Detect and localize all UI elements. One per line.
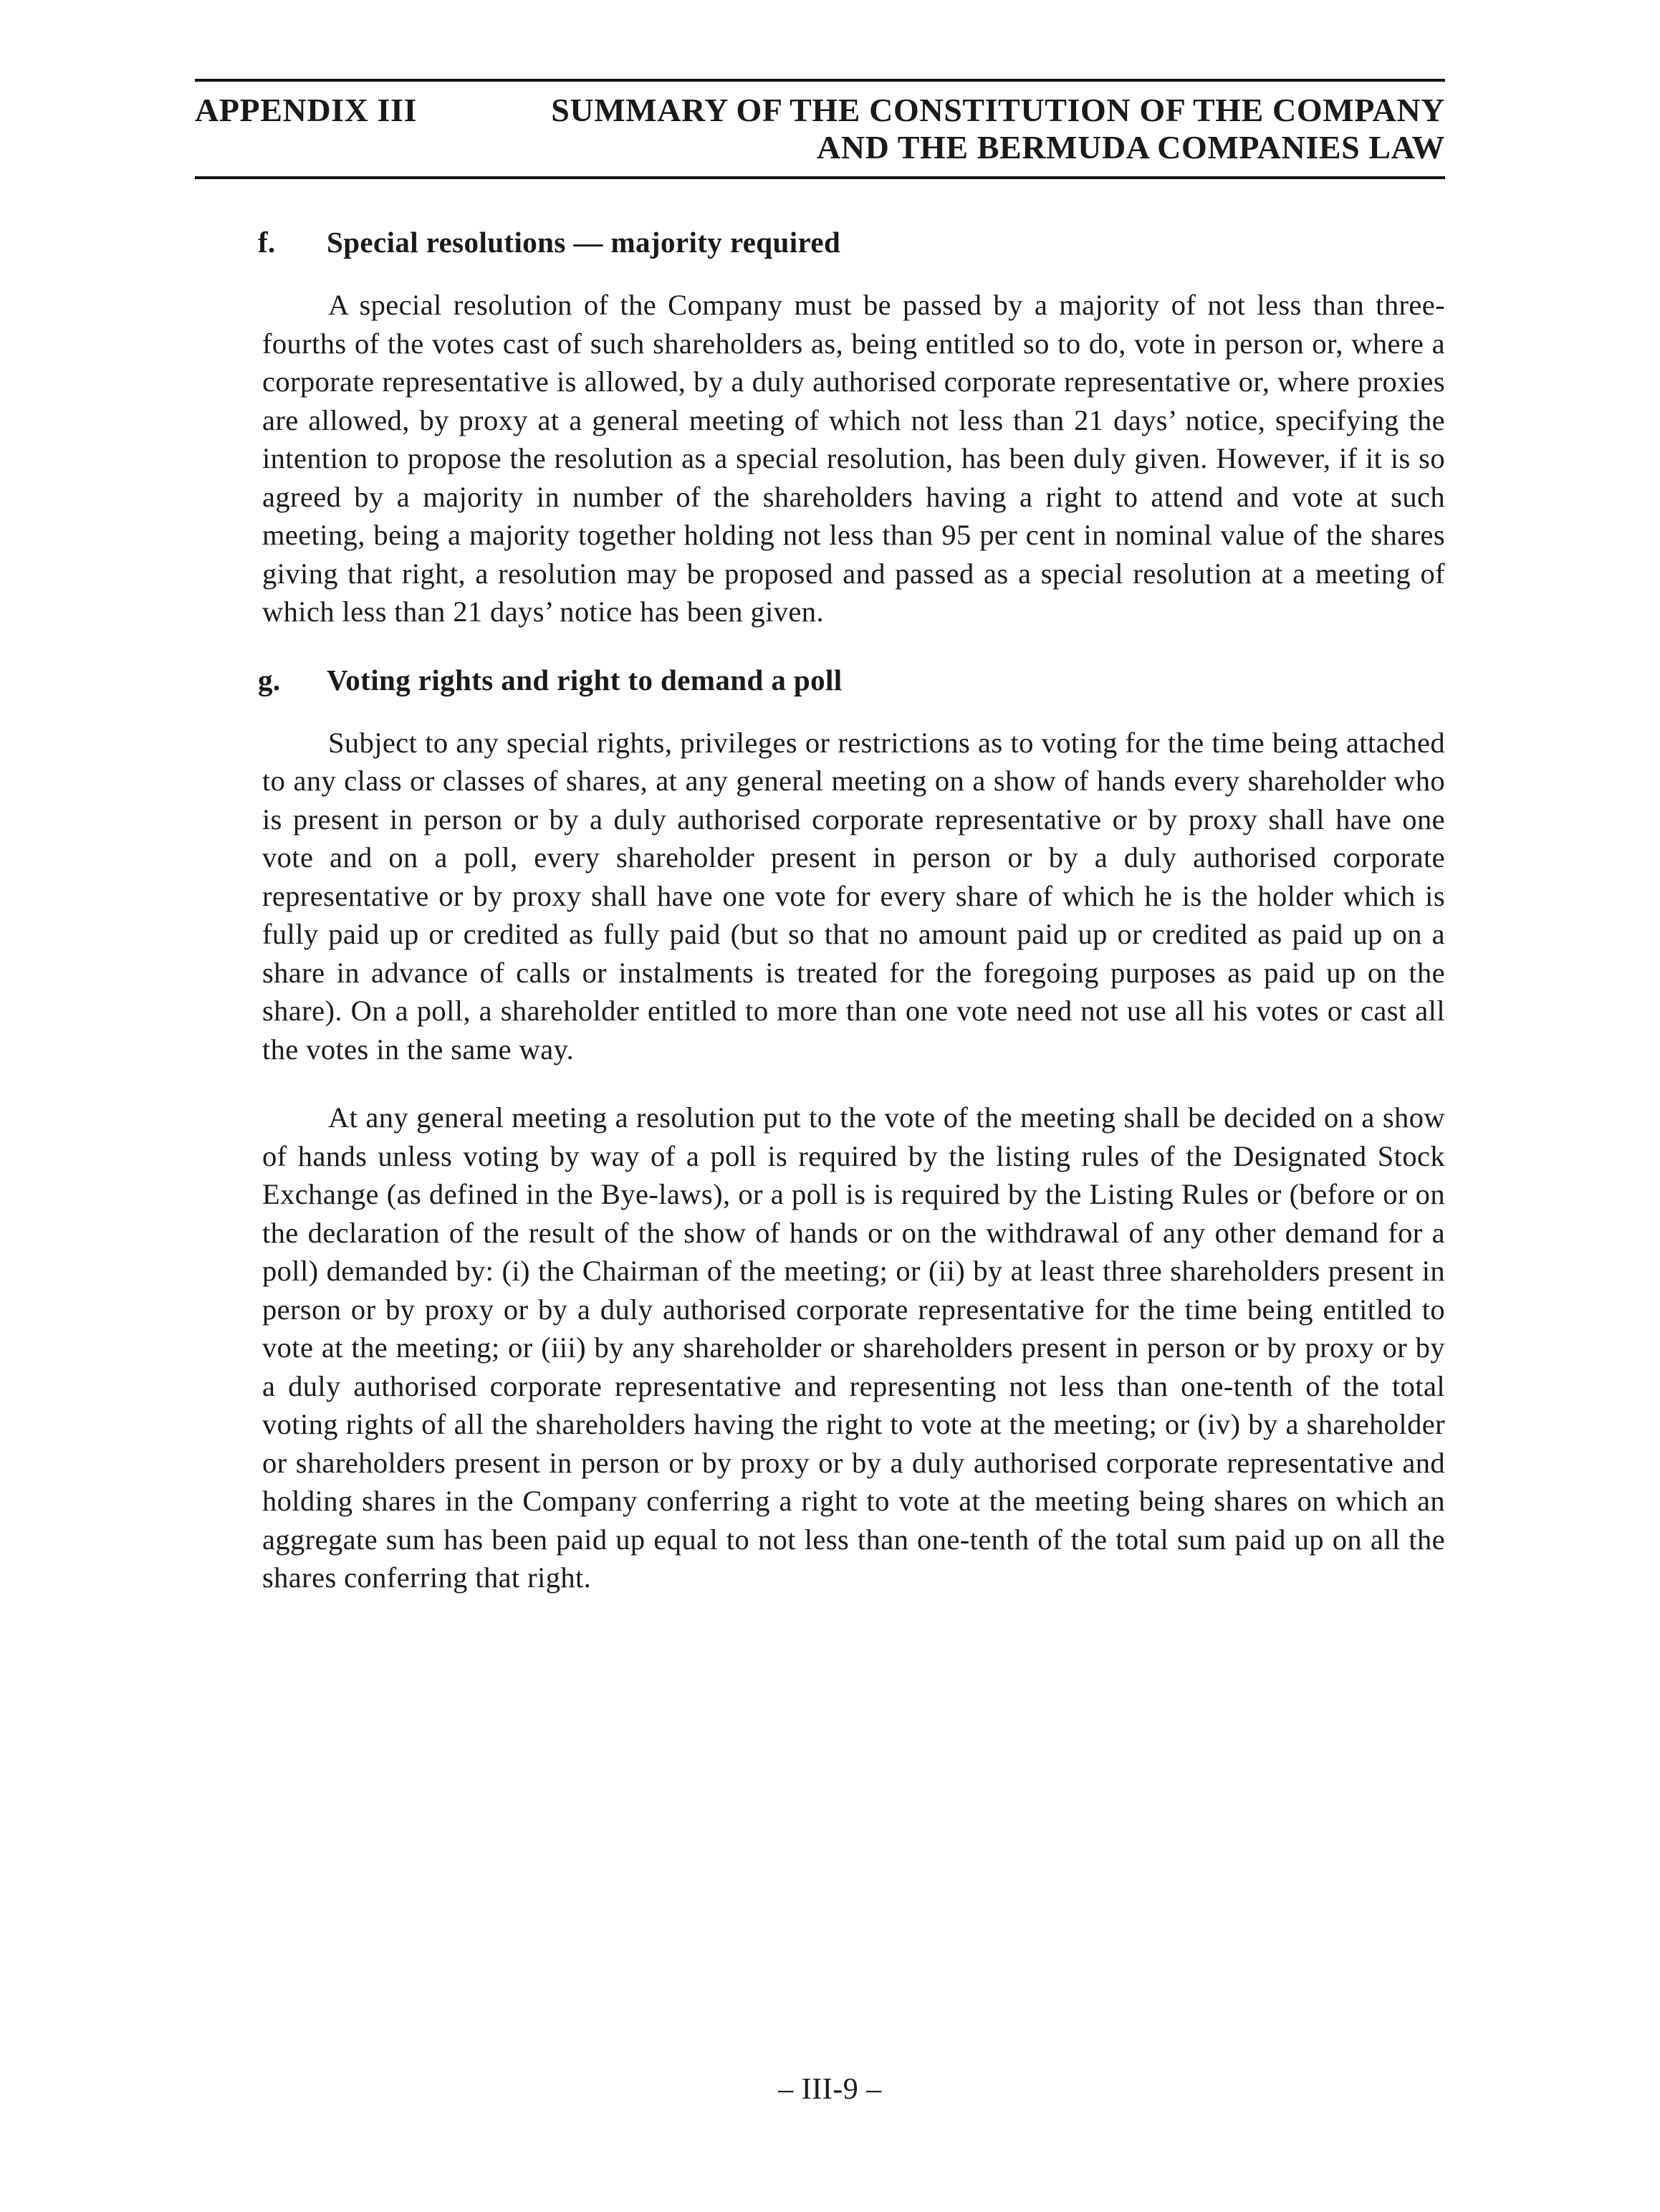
page-body <box>258 224 1445 1627</box>
paragraph: A special resolution of the Company must be passed by a majority of not less than three-fourths of the votes cast of such shareholders as, being entitled so to do, vote in person or, where a corporate representative is allowed, by a duly authorised corporate representative or, where proxies are allowed, by proxy at a general meeting of which not less than 21 days’ notice, specifying the intention to propose the resolution as a special resolution, has been duly given. However, if it is so agreed by a majority in number of the shareholders having a right to attend and vote at such meeting, being a majority together holding not less than 95 per cent in nominal value of the shares giving that right, a resolution may be proposed and passed as a special resolution at a meeting of which less than 21 days’ notice has been given. <box>262 289 1445 628</box>
appendix-title-line-1: SUMMARY OF THE CONSTITUTION OF THE COMPANY <box>551 92 1445 128</box>
appendix-title-line-2: AND THE BERMUDA COMPANIES LAW <box>816 129 1445 166</box>
appendix-title <box>551 92 1445 166</box>
header-top-rule <box>195 79 1445 82</box>
section-title: Voting rights and right to demand a poll <box>327 663 843 696</box>
section-f <box>258 224 1445 631</box>
header-bottom-rule <box>195 176 1445 179</box>
paragraph: At any general meeting a resolution put to the vote of the meeting shall be decided on a show of hands unless voting by way of a poll is required by the listing rules of the Designated Stock Exchange (as defined in the Bye-laws), or a poll is is required by the Listing Rules or (before or on the declaration of the result of the show of hands or on the withdrawal of any other demand for a poll) demanded by: (i) the Chairman of the meeting; or (ii) by at least three shareholders present in person or by proxy or by a duly authorised corporate representative for the time being entitled to vote at the meeting; or (iii) by any shareholder or shareholders present in person or by proxy or by a duly authorised corporate representative and representing not less than one-tenth of the total voting rights of all the shareholders having the right to vote at the meeting; or (iv) by a shareholder or shareholders present in person or by proxy or by a duly authorised corporate representative and holding shares in the Company conferring a right to vote at the meeting being shares on which an aggregate sum has been paid up equal to not less than one-tenth of the total sum paid up on all the shares conferring that right. <box>262 1101 1445 1594</box>
paragraph: Subject to any special rights, privileges or restrictions as to voting for the time being attached to any class or classes of shares, at any general meeting on a show of hands every shareholder who is present in person or by a duly authorised corporate representative or by proxy shall have one vote and on a poll, every shareholder present in person or by a duly authorised corporate representative or by proxy shall have one vote for every share of which he is the holder which is fully paid up or credited as fully paid (but so that no amount paid up or credited as paid up on a share in advance of calls or instalments is treated for the foregoing purposes as paid up on the share). On a poll, a shareholder entitled to more than one vote need not use all his votes or cast all the votes in the same way. <box>262 726 1445 1066</box>
section-g <box>258 661 1445 1597</box>
section-heading <box>258 661 1445 699</box>
section-heading <box>258 224 1445 262</box>
section-marker: g. <box>258 663 281 696</box>
section-marker: f. <box>258 226 276 259</box>
section-title: Special resolutions — majority required <box>327 226 841 259</box>
page-number: – III-9 – <box>778 2073 882 2106</box>
appendix-label: APPENDIX III <box>195 92 418 128</box>
